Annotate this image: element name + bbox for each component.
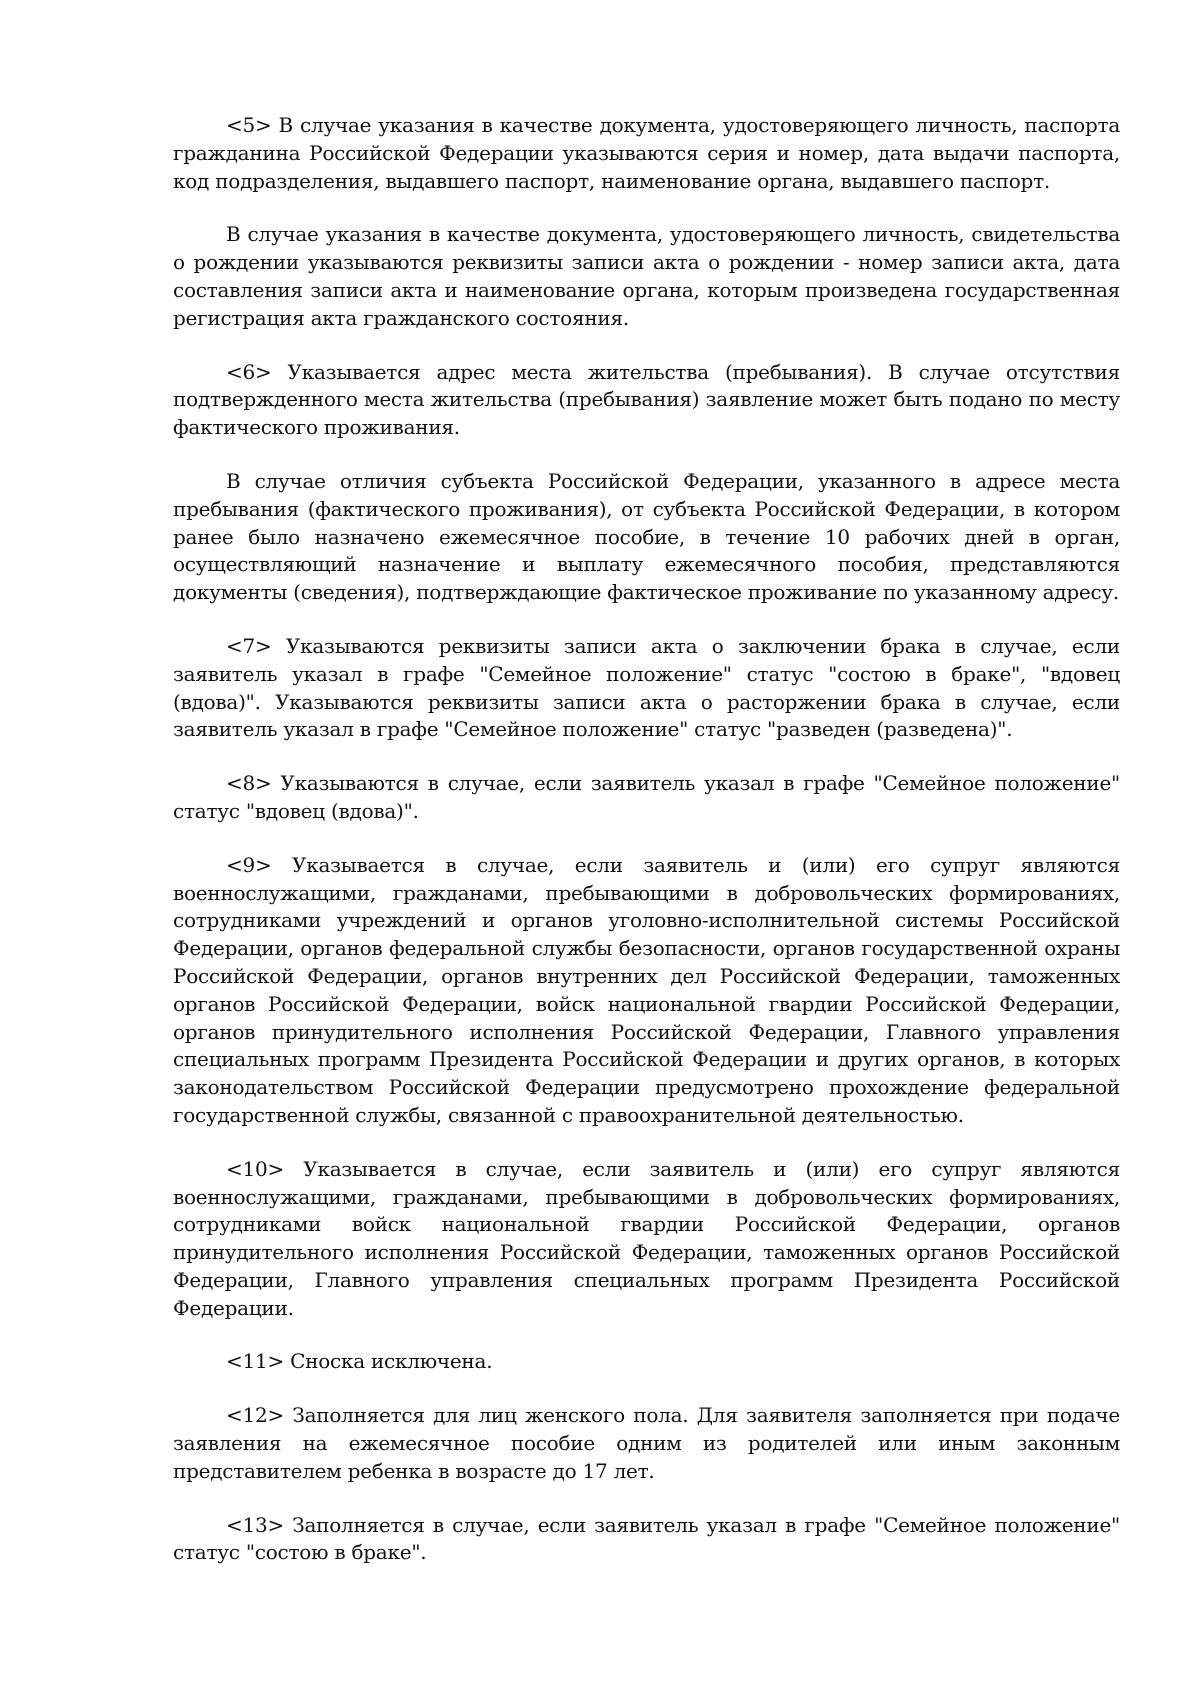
footnote-6-subject-difference: В случае отличия субъекта Российской Федерации, указанного в адресе места пребывания (фактического проживания), от субъекта Российской Федерации, в котором ранее было назначено ежемесячное пособие, в течение 10 рабочих дней в орган, осуществляющий назначение и выплату ежемесячного пособия, представляются документы (сведения), подтверждающие фактическое проживание по указанному адресу. [173,468,1120,605]
footnote-10: <10> Указывается в случае, если заявитель и (или) его супруг являются военнослужащими, гражданами, пребывающими в добровольческих формированиях, сотрудниками войск национальной гвардии Российской Федерации, органов принудительного исполнения Российской Федерации, таможенных органов Российской Федерации, Главного управления специальных программ Президента Российской Федерации. [173,1156,1120,1320]
footnote-11: <11> Сноска исключена. [226,1349,493,1374]
footnote-5: <5> В случае указания в качестве документа, удостоверяющего личность, паспорта гражданина Российской Федерации указываются серия и номер, дата выдачи паспорта, код подразделения, выдавшего паспорт, наименование органа, выдавшего паспорт. [173,113,1120,193]
footnote-12: <12> Заполняется для лиц женского пола. Для заявителя заполняется при подаче заявления на ежемесячное пособие одним из родителей или иным законным представителем ребенка в возрасте до 17 лет. [173,1403,1120,1483]
footnote-5-birth-certificate: В случае указания в качестве документа, удостоверяющего личность, свидетельства о рождении указываются реквизиты записи акта о рождении - номер записи акта, дата составления записи акта и наименование органа, которым произведена государственная регистрация акта гражданского состояния. [173,222,1120,330]
footnote-13: <13> Заполняется в случае, если заявитель указал в графе "Семейное положение" статус "состою в браке". [173,1512,1120,1565]
document-page [173,112,1120,1567]
footnote-6: <6> Указывается адрес места жительства (пребывания). В случае отсутствия подтвержденного места жительства (пребывания) заявление может быть подано по месту фактического проживания. [173,359,1120,440]
footnote-8: <8> Указываются в случае, если заявитель указал в графе "Семейное положение" статус "вдовец (вдова)". [173,771,1120,823]
footnote-7: <7> Указываются реквизиты записи акта о заключении брака в случае, если заявитель указал в графе "Семейное положение" статус "состою в браке", "вдовец (вдова)". Указываются реквизиты записи акта о расторжении брака в случае, если заявитель указал в графе "Семейное положение" статус "разведен (разведена)". [173,633,1120,742]
footnote-9: <9> Указывается в случае, если заявитель и (или) его супруг являются военнослужащими, гражданами, пребывающими в добровольческих формированиях, сотрудниками учреждений и органов уголовно-исполнительной системы Российской Федерации, органов федеральной службы безопасности, органов государственной охраны Российской Федерации, органов внутренних дел Российской Федерации, таможенных органов Российской Федерации, войск национальной гвардии Российской Федерации, органов принудительного исполнения Российской Федерации, Главного управления специальных программ Президента Российской Федерации и других органов, в которых законодательством Российской Федерации предусмотрено прохождение федеральной государственной службы, связанной с правоохранительной деятельностью. [173,852,1120,1127]
